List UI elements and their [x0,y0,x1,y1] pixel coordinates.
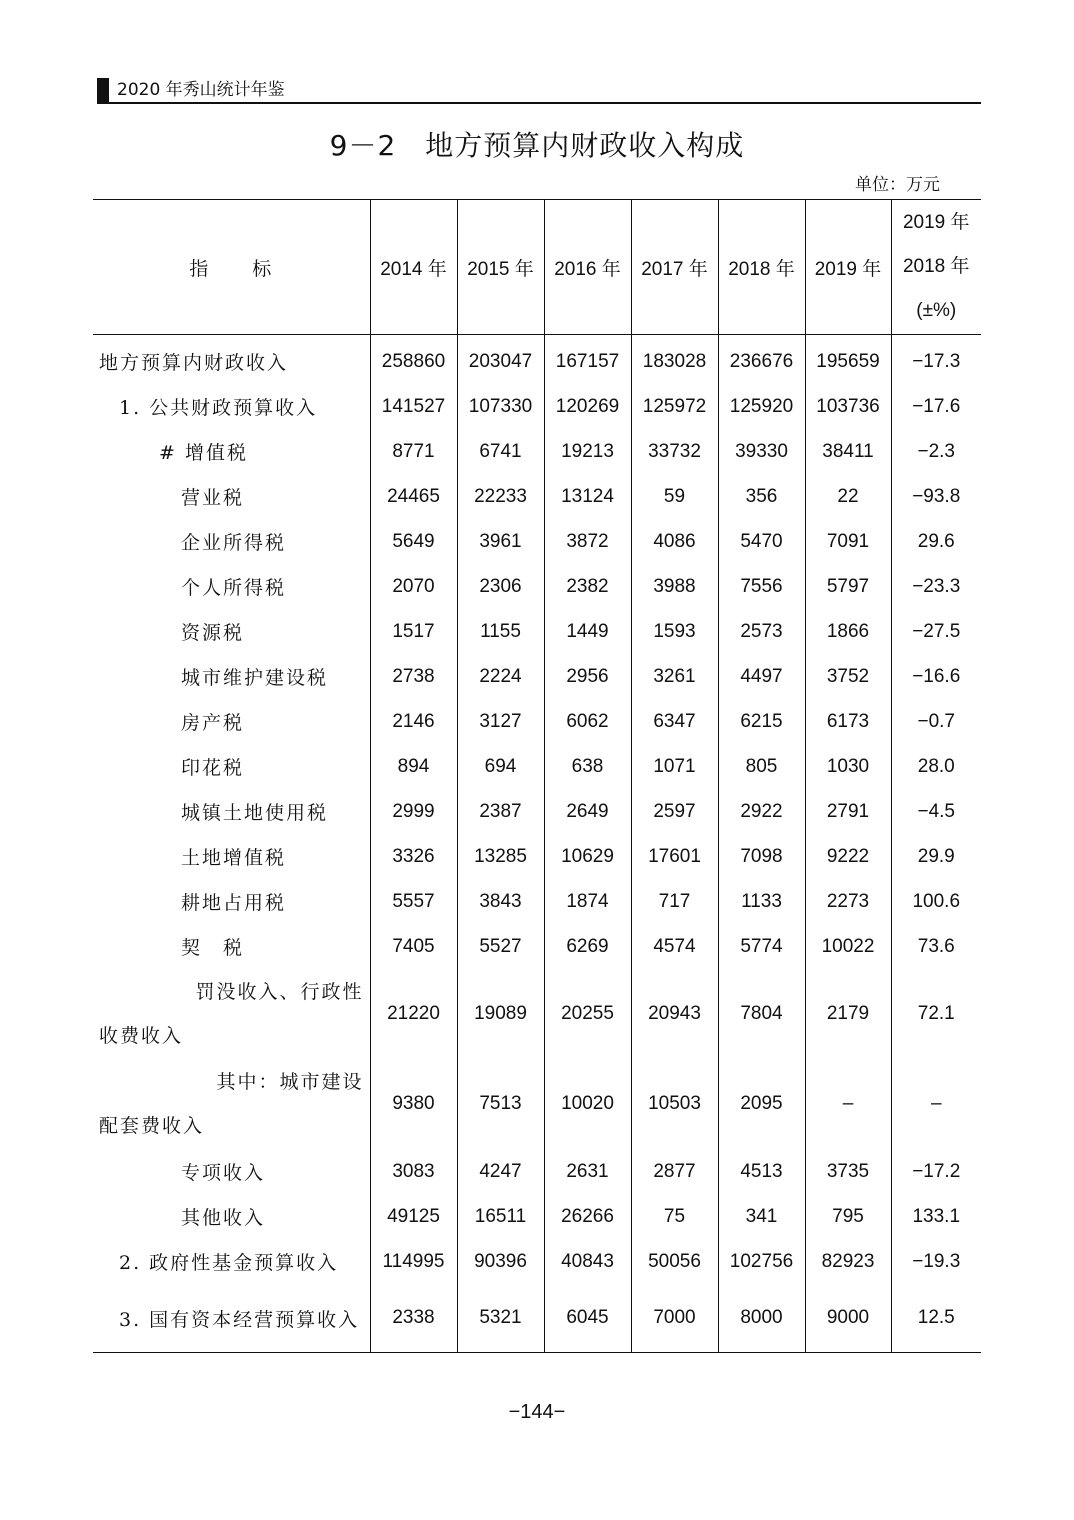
row-label: 3. 国有资本经营预算收入 [119,1308,360,1331]
table-row [93,654,981,699]
header-year-2015: 2015 年 [457,200,544,335]
value-cell: 2999 [370,789,457,834]
table-row [93,834,981,879]
value-cell: 2338 [370,1284,457,1353]
row-label: 个人所得税 [181,577,287,599]
value-cell: 2573 [718,609,805,654]
value-cell: 1866 [805,609,891,654]
value-cell: 107330 [457,384,544,429]
page-title: 9－2 地方预算内财政收入构成 [329,129,745,162]
value-cell: 3872 [544,519,631,564]
change-cell: −4.5 [891,789,981,834]
value-cell: 10503 [631,1059,718,1149]
value-cell: 3988 [631,564,718,609]
value-cell: 39330 [718,429,805,474]
row-label: 城市维护建设税 [181,667,329,689]
value-cell: 7098 [718,834,805,879]
value-cell: 21220 [370,969,457,1059]
value-cell: 694 [457,744,544,789]
row-label: 专项收入 [181,1162,266,1184]
row-label [93,969,370,1059]
value-cell: 17601 [631,834,718,879]
value-cell: 9380 [370,1059,457,1149]
change-cell: −2.3 [891,429,981,474]
row-label: 契 税 [181,937,245,959]
table-row [93,699,981,744]
table-row [93,789,981,834]
value-cell: 3127 [457,699,544,744]
value-cell: 3326 [370,834,457,879]
row-label [93,1059,370,1149]
change-cell: 12.5 [891,1284,981,1353]
value-cell: 2146 [370,699,457,744]
value-cell: 167157 [544,335,631,385]
value-cell: 75 [631,1194,718,1239]
value-cell: 2070 [370,564,457,609]
header-block-mark [97,78,109,102]
value-cell: – [805,1059,891,1149]
value-cell: 5527 [457,924,544,969]
value-cell: 6269 [544,924,631,969]
value-cell: 82923 [805,1239,891,1284]
change-cell: −0.7 [891,699,981,744]
change-cell: −27.5 [891,609,981,654]
change-cell: −17.6 [891,384,981,429]
value-cell: 1593 [631,609,718,654]
value-cell: 4497 [718,654,805,699]
value-cell: 4513 [718,1149,805,1194]
table-row [93,519,981,564]
change-cell: −19.3 [891,1239,981,1284]
value-cell: 7804 [718,969,805,1059]
value-cell: 9222 [805,834,891,879]
value-cell: 9000 [805,1284,891,1353]
value-cell: 3083 [370,1149,457,1194]
value-cell: 183028 [631,335,718,385]
row-label: 1. 公共财政预算收入 [119,397,318,419]
change-cell: – [891,1059,981,1149]
change-cell: 100.6 [891,879,981,924]
value-cell: 2382 [544,564,631,609]
value-cell: 120269 [544,384,631,429]
value-cell: 5557 [370,879,457,924]
value-cell: 6741 [457,429,544,474]
value-cell: 356 [718,474,805,519]
value-cell: 141527 [370,384,457,429]
value-cell: 102756 [718,1239,805,1284]
value-cell: 1155 [457,609,544,654]
value-cell: 10022 [805,924,891,969]
value-cell: 2387 [457,789,544,834]
value-cell: 5321 [457,1284,544,1353]
table-row [93,879,981,924]
value-cell: 4247 [457,1149,544,1194]
row-label: 其他收入 [181,1207,266,1229]
row-label: 印花税 [181,757,245,779]
value-cell: 2306 [457,564,544,609]
change-cell: −23.3 [891,564,981,609]
value-cell: 4086 [631,519,718,564]
value-cell: 1133 [718,879,805,924]
table-row [93,1194,981,1239]
value-cell: 2179 [805,969,891,1059]
value-cell: 341 [718,1194,805,1239]
value-cell: 13124 [544,474,631,519]
value-cell: 5774 [718,924,805,969]
value-cell: 894 [370,744,457,789]
header-year-2018: 2018 年 [718,200,805,335]
row-label: 土地增值税 [181,847,287,869]
row-label-line-2: 收费收入 [99,1025,184,1047]
header-year-2016: 2016 年 [544,200,631,335]
value-cell: 236676 [718,335,805,385]
table-row [93,1284,981,1353]
row-label: 城镇土地使用税 [181,802,329,824]
table-row [93,1059,981,1149]
value-cell: 3735 [805,1149,891,1194]
row-label: 资源税 [181,622,245,644]
value-cell: 2649 [544,789,631,834]
value-cell: 7513 [457,1059,544,1149]
row-label: 企业所得税 [181,532,287,554]
row-label-line-2: 配套费收入 [99,1115,205,1137]
value-cell: 22233 [457,474,544,519]
value-cell: 20255 [544,969,631,1059]
value-cell: 717 [631,879,718,924]
revenue-table [93,199,981,1353]
value-cell: 638 [544,744,631,789]
value-cell: 2956 [544,654,631,699]
value-cell: 3843 [457,879,544,924]
header-year-2019: 2019 年 [805,200,891,335]
change-cell: 72.1 [891,969,981,1059]
value-cell: 5649 [370,519,457,564]
value-cell: 195659 [805,335,891,385]
value-cell: 1449 [544,609,631,654]
row-label: 营业税 [181,487,245,509]
value-cell: 2877 [631,1149,718,1194]
value-cell: 2738 [370,654,457,699]
unit-note: 单位：万元 [855,175,940,195]
value-cell: 114995 [370,1239,457,1284]
value-cell: 2273 [805,879,891,924]
value-cell: 3752 [805,654,891,699]
value-cell: 24465 [370,474,457,519]
table-row [93,609,981,654]
value-cell: 3961 [457,519,544,564]
table-row [93,474,981,519]
page-number: −144− [508,1401,566,1423]
value-cell: 203047 [457,335,544,385]
value-cell: 7405 [370,924,457,969]
value-cell: 125972 [631,384,718,429]
value-cell: 33732 [631,429,718,474]
value-cell: 6045 [544,1284,631,1353]
header-change-line-1: 2019 年 [902,212,970,233]
change-cell: −17.2 [891,1149,981,1194]
value-cell: 2597 [631,789,718,834]
value-cell: 8771 [370,429,457,474]
header-change-line-2: 2018 年 [902,256,970,277]
table-row [93,564,981,609]
value-cell: 22 [805,474,891,519]
change-cell: 73.6 [891,924,981,969]
table-row [93,384,981,429]
value-cell: 7091 [805,519,891,564]
table-row [93,1149,981,1194]
change-cell: −93.8 [891,474,981,519]
header-indicator: 指 标 [93,200,370,335]
value-cell: 3261 [631,654,718,699]
header-year-2017: 2017 年 [631,200,718,335]
value-cell: 258860 [370,335,457,385]
running-header [97,78,981,104]
header-change-line-3: (±%) [916,300,957,321]
row-label: # 增值税 [159,442,248,464]
value-cell: 1030 [805,744,891,789]
table-header-row [93,200,981,335]
value-cell: 125920 [718,384,805,429]
value-cell: 103736 [805,384,891,429]
value-cell: 40843 [544,1239,631,1284]
row-label-line-1: 其中：城市建设 [216,1071,364,1093]
value-cell: 2095 [718,1059,805,1149]
value-cell: 10020 [544,1059,631,1149]
change-cell: 28.0 [891,744,981,789]
table-row [93,744,981,789]
row-label: 房产税 [181,712,245,734]
value-cell: 2224 [457,654,544,699]
value-cell: 90396 [457,1239,544,1284]
value-cell: 1071 [631,744,718,789]
value-cell: 19213 [544,429,631,474]
value-cell: 7000 [631,1284,718,1353]
change-cell: 29.9 [891,834,981,879]
value-cell: 5470 [718,519,805,564]
value-cell: 19089 [457,969,544,1059]
running-header-title: 2020 年秀山统计年鉴 [117,80,285,100]
value-cell: 16511 [457,1194,544,1239]
table-row [93,429,981,474]
value-cell: 6062 [544,699,631,744]
row-label: 耕地占用税 [181,892,287,914]
value-cell: 10629 [544,834,631,879]
value-cell: 6347 [631,699,718,744]
change-cell: −17.3 [891,335,981,385]
value-cell: 1517 [370,609,457,654]
value-cell: 13285 [457,834,544,879]
value-cell: 20943 [631,969,718,1059]
value-cell: 38411 [805,429,891,474]
table-row [93,969,981,1059]
value-cell: 6173 [805,699,891,744]
row-label: 2. 政府性基金预算收入 [119,1252,339,1274]
value-cell: 50056 [631,1239,718,1284]
value-cell: 49125 [370,1194,457,1239]
table-row [93,335,981,385]
table-row [93,1239,981,1284]
table-row [93,924,981,969]
value-cell: 795 [805,1194,891,1239]
change-cell: 29.6 [891,519,981,564]
change-cell: 133.1 [891,1194,981,1239]
value-cell: 4574 [631,924,718,969]
value-cell: 2922 [718,789,805,834]
value-cell: 2631 [544,1149,631,1194]
value-cell: 7556 [718,564,805,609]
value-cell: 1874 [544,879,631,924]
value-cell: 5797 [805,564,891,609]
header-change [891,200,981,335]
header-year-2014: 2014 年 [370,200,457,335]
value-cell: 6215 [718,699,805,744]
row-label: 地方预算内财政收入 [99,352,289,374]
value-cell: 59 [631,474,718,519]
row-label-line-1: 罚没收入、行政性 [195,981,364,1003]
change-cell: −16.6 [891,654,981,699]
value-cell: 805 [718,744,805,789]
value-cell: 2791 [805,789,891,834]
value-cell: 8000 [718,1284,805,1353]
value-cell: 26266 [544,1194,631,1239]
